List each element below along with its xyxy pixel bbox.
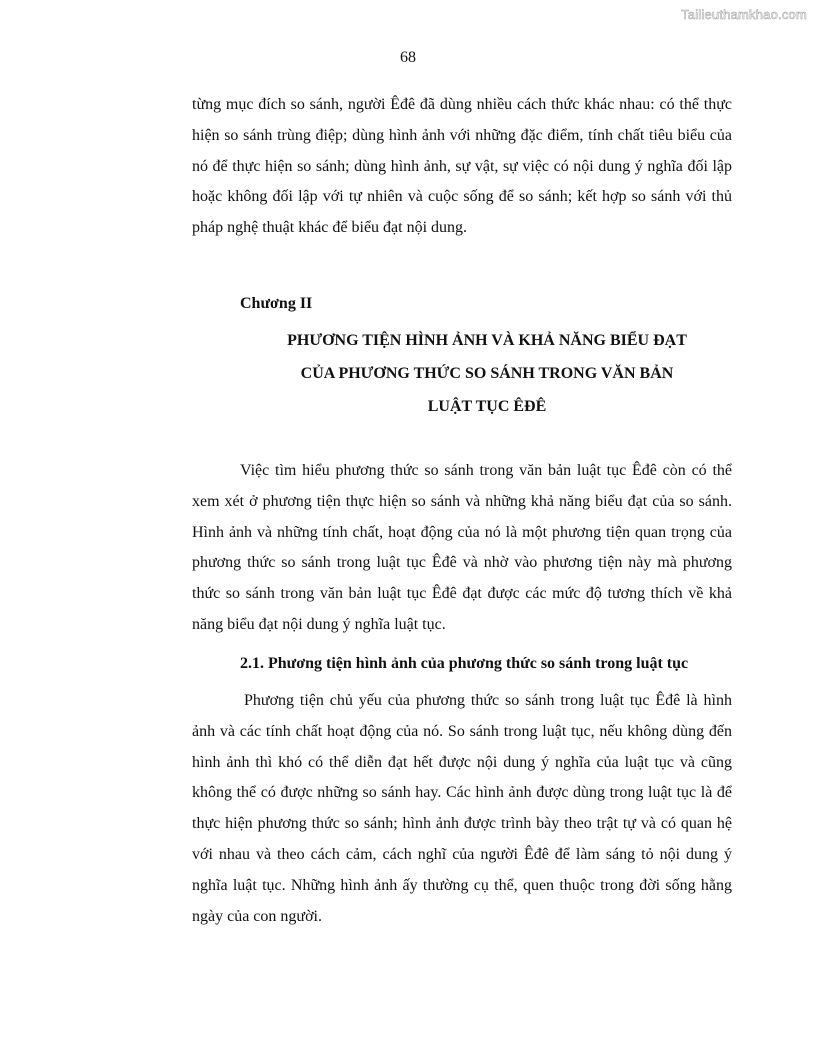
- chapter-title-line-3: LUẬT TỤC ÊĐÊ: [427, 398, 547, 415]
- paragraph-top: từng mục đích so sánh, người Êđê đã dùng nhiều cách thức khác nhau: có thể thực hiện so sánh trùng điệp; dùng hình ảnh với những đặc điểm, tính chất tiêu biểu của nó để thực hiện so sánh; dùng hình ảnh, sự vật, sự việc có nội dung ý nghĩa đối lập hoặc không đối lập với tự nhiên và cuộc sống để so sánh; kết hợp so sánh với thủ pháp nghệ thuật khác để biểu đạt nội dung.: [192, 96, 732, 237]
- section-heading: 2.1. Phương tiện hình ảnh của phương thức so sánh trong luật tục: [240, 655, 689, 672]
- chapter-title-line-1: PHƯƠNG TIỆN HÌNH ẢNH VÀ KHẢ NĂNG BIỂU ĐẠT: [287, 332, 687, 349]
- section-paragraph: Phương tiện chủ yếu của phương thức so sánh trong luật tục Êđê là hình ảnh và các tính chất hoạt động của nó. So sánh trong luật tục, nếu không dùng đến hình ảnh thì khó có thể diễn đạt hết được nội dung ý nghĩa của luật tục và cũng không thể có được những so sánh hay. Các hình ảnh được dùng trong luật tục là để thực hiện phương thức so sánh; hình ảnh được trình bày theo trật tự và có quan hệ với nhau và theo cách cảm, cách nghĩ của người Êđê để làm sáng tỏ nội dung ý nghĩa luật tục. Những hình ảnh ấy thường cụ thể, quen thuộc trong đời sống hằng ngày của con người.: [192, 692, 732, 925]
- paragraph-intro: Việc tìm hiểu phương thức so sánh trong văn bản luật tục Êđê còn có thể xem xét ở phương tiện thực hiện so sánh và những khả năng biểu đạt của so sánh. Hình ảnh và những tính chất, hoạt động của nó là một phương tiện quan trọng của phương thức so sánh trong luật tục Êđê và nhờ vào phương tiện này mà phương thức so sánh trong văn bản luật tục Êđê đạt được các mức độ tương thích về khả năng biểu đạt nội dung ý nghĩa luật tục.: [192, 462, 732, 633]
- chapter-title-line-2: CỦA PHƯƠNG THỨC SO SÁNH TRONG VĂN BẢN: [300, 365, 674, 382]
- watermark: Tailieuthamkhao.com: [681, 7, 807, 22]
- chapter-title: [192, 324, 782, 423]
- chapter-label: Chương II: [240, 295, 313, 312]
- page-number: 68: [400, 49, 416, 66]
